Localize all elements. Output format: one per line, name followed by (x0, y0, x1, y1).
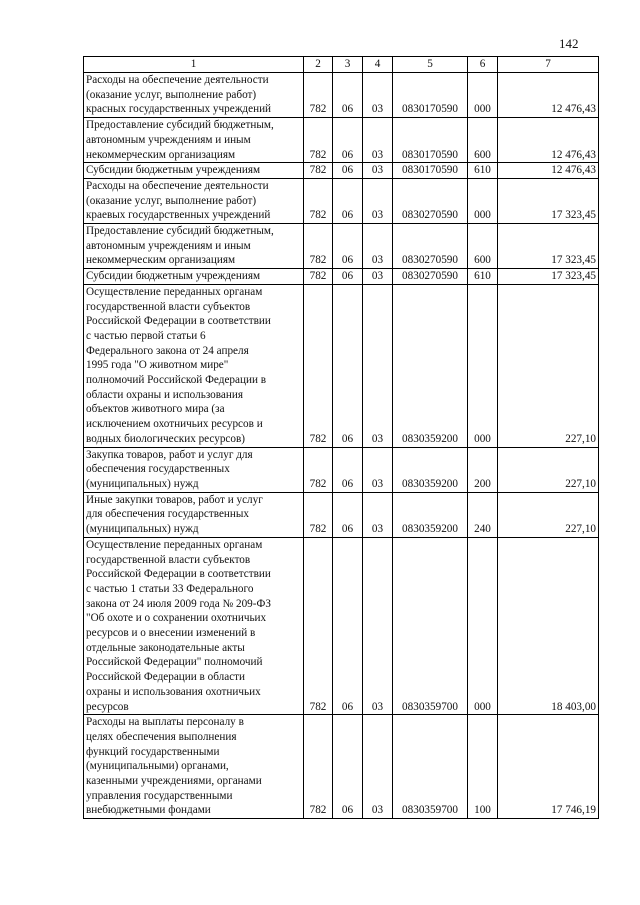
description-line: Закупка товаров, работ и услуг для (86, 448, 253, 461)
section-code: 06 (333, 715, 363, 819)
description-line: Расходы на обеспечение деятельности (86, 179, 269, 192)
section-code: 06 (333, 447, 363, 492)
admin-code: 782 (304, 269, 333, 285)
subsection-code: 03 (363, 73, 393, 118)
description-line: Российской Федерации в соответствии (86, 568, 271, 581)
description-line: (оказание услуг, выполнение работ) (86, 88, 257, 101)
amount: 227,10 (498, 447, 599, 492)
target-article-code: 0830270590 (393, 178, 468, 223)
description-line: Субсидии бюджетным учреждениям (86, 270, 261, 283)
description-line: казенными учреждениями, органами (86, 775, 262, 788)
description-line: управления государственными (86, 789, 233, 802)
description-line: отдельные законодательные акты (86, 641, 245, 654)
table-row (84, 492, 599, 537)
table-row (84, 73, 599, 118)
target-article-code: 0830359200 (393, 284, 468, 447)
header-cell: 4 (363, 57, 393, 73)
description-line: Российской Федерации в области (86, 671, 246, 684)
target-article-code: 0830170590 (393, 118, 468, 163)
description-line: автономным учреждениям и иным (86, 239, 251, 252)
target-article-code: 0830359700 (393, 715, 468, 819)
description-line: Субсидии бюджетным учреждениям (86, 164, 261, 177)
description-line: функций государственными (86, 745, 220, 758)
admin-code: 782 (304, 178, 333, 223)
description-line: автономным учреждениям и иным (86, 133, 251, 146)
amount: 12 476,43 (498, 73, 599, 118)
expense-type-code: 600 (468, 224, 498, 269)
table-row (84, 447, 599, 492)
expense-type-code: 600 (468, 118, 498, 163)
section-code: 06 (333, 73, 363, 118)
header-cell: 2 (304, 57, 333, 73)
row-description (84, 73, 304, 118)
subsection-code: 03 (363, 178, 393, 223)
description-line: Российской Федерации в соответствии (86, 315, 271, 328)
section-code: 06 (333, 284, 363, 447)
subsection-code: 03 (363, 284, 393, 447)
amount: 12 476,43 (498, 118, 599, 163)
description-line: охраны и использования охотничьих (86, 685, 261, 698)
row-description (84, 118, 304, 163)
target-article-code: 0830359700 (393, 537, 468, 714)
description-line: красных государственных учреждений (86, 103, 272, 116)
description-line: для обеспечения государственных (86, 508, 250, 521)
table-row (84, 284, 599, 447)
section-code: 06 (333, 269, 363, 285)
target-article-code: 0830270590 (393, 269, 468, 285)
subsection-code: 03 (363, 447, 393, 492)
expense-type-code: 000 (468, 537, 498, 714)
section-code: 06 (333, 492, 363, 537)
description-line: 1995 года "О животном мире" (86, 359, 229, 372)
target-article-code: 0830170590 (393, 73, 468, 118)
amount: 17 323,45 (498, 269, 599, 285)
description-line: Предоставление субсидий бюджетным, (86, 119, 274, 132)
description-line: (муниципальных) нужд (86, 523, 199, 536)
admin-code: 782 (304, 492, 333, 537)
amount: 227,10 (498, 284, 599, 447)
description-line: Расходы на выплаты персоналу в (86, 716, 244, 729)
description-line: с частью 1 статьи 33 Федерального (86, 582, 254, 595)
description-line: ресурсов и о внесении изменений в (86, 627, 256, 640)
amount: 17 323,45 (498, 224, 599, 269)
description-line: целях обеспечения выполнения (86, 730, 237, 743)
row-description (84, 492, 304, 537)
description-line: обеспечения государственных (86, 463, 230, 476)
table-row (84, 178, 599, 223)
section-code: 06 (333, 537, 363, 714)
description-line: исключением охотничьих ресурсов и (86, 418, 263, 431)
table-row (84, 537, 599, 714)
table-row (84, 163, 599, 179)
row-description (84, 447, 304, 492)
admin-code: 782 (304, 447, 333, 492)
amount: 12 476,43 (498, 163, 599, 179)
description-line: некоммерческим организациям (86, 148, 236, 161)
description-line: полномочий Российской Федерации в (86, 374, 267, 387)
admin-code: 782 (304, 537, 333, 714)
description-line: (муниципальных) нужд (86, 477, 199, 490)
target-article-code: 0830170590 (393, 163, 468, 179)
row-description (84, 537, 304, 714)
description-line: Российской Федерации" полномочий (86, 656, 263, 669)
expense-type-code: 610 (468, 269, 498, 285)
description-line: (муниципальными) органами, (86, 760, 229, 773)
expense-type-code: 100 (468, 715, 498, 819)
description-line: некоммерческим организациям (86, 254, 236, 267)
row-description (84, 224, 304, 269)
header-cell: 5 (393, 57, 468, 73)
header-cell: 1 (84, 57, 304, 73)
description-line: государственной власти субъектов (86, 553, 251, 566)
section-code: 06 (333, 178, 363, 223)
row-description (84, 715, 304, 819)
subsection-code: 03 (363, 118, 393, 163)
description-line: государственной власти субъектов (86, 300, 251, 313)
row-description (84, 163, 304, 179)
expense-type-code: 000 (468, 73, 498, 118)
description-line: Осуществление переданных органам (86, 285, 263, 298)
target-article-code: 0830359200 (393, 492, 468, 537)
budget-table (83, 56, 599, 819)
description-line: закона от 24 июля 2009 года № 209-ФЗ (86, 597, 271, 610)
description-line: объектов животного мира (за (86, 403, 225, 416)
amount: 227,10 (498, 492, 599, 537)
description-line: (оказание услуг, выполнение работ) (86, 194, 257, 207)
target-article-code: 0830270590 (393, 224, 468, 269)
section-code: 06 (333, 118, 363, 163)
target-article-code: 0830359200 (393, 447, 468, 492)
expense-type-code: 000 (468, 178, 498, 223)
table-row (84, 224, 599, 269)
row-description (84, 178, 304, 223)
header-cell: 6 (468, 57, 498, 73)
amount: 18 403,00 (498, 537, 599, 714)
description-line: с частью первой статьи 6 (86, 329, 206, 342)
description-line: Иные закупки товаров, работ и услуг (86, 493, 263, 506)
admin-code: 782 (304, 715, 333, 819)
table-body (84, 73, 599, 819)
subsection-code: 03 (363, 224, 393, 269)
subsection-code: 03 (363, 492, 393, 537)
table-row (84, 118, 599, 163)
row-description (84, 284, 304, 447)
description-line: "Об охоте и о сохранении охотничьих (86, 612, 267, 625)
header-cell: 3 (333, 57, 363, 73)
description-line: Осуществление переданных органам (86, 538, 263, 551)
description-line: Федерального закона от 24 апреля (86, 344, 249, 357)
section-code: 06 (333, 224, 363, 269)
section-code: 06 (333, 163, 363, 179)
admin-code: 782 (304, 284, 333, 447)
page-number: 142 (559, 36, 579, 51)
admin-code: 782 (304, 163, 333, 179)
description-line: ресурсов (86, 700, 129, 713)
expense-type-code: 200 (468, 447, 498, 492)
description-line: Предоставление субсидий бюджетным, (86, 225, 274, 238)
admin-code: 782 (304, 118, 333, 163)
admin-code: 782 (304, 224, 333, 269)
subsection-code: 03 (363, 537, 393, 714)
subsection-code: 03 (363, 269, 393, 285)
header-row (84, 57, 599, 73)
amount: 17 746,19 (498, 715, 599, 819)
subsection-code: 03 (363, 163, 393, 179)
description-line: Расходы на обеспечение деятельности (86, 74, 269, 86)
subsection-code: 03 (363, 715, 393, 819)
expense-type-code: 610 (468, 163, 498, 179)
table-row (84, 269, 599, 285)
description-line: внебюджетными фондами (86, 804, 211, 817)
admin-code: 782 (304, 73, 333, 118)
expense-type-code: 240 (468, 492, 498, 537)
description-line: области охраны и использования (86, 388, 243, 401)
amount: 17 323,45 (498, 178, 599, 223)
table-row (84, 715, 599, 819)
row-description (84, 269, 304, 285)
expense-type-code: 000 (468, 284, 498, 447)
description-line: краевых государственных учреждений (86, 209, 271, 222)
header-cell: 7 (498, 57, 599, 73)
description-line: водных биологических ресурсов) (86, 432, 246, 445)
